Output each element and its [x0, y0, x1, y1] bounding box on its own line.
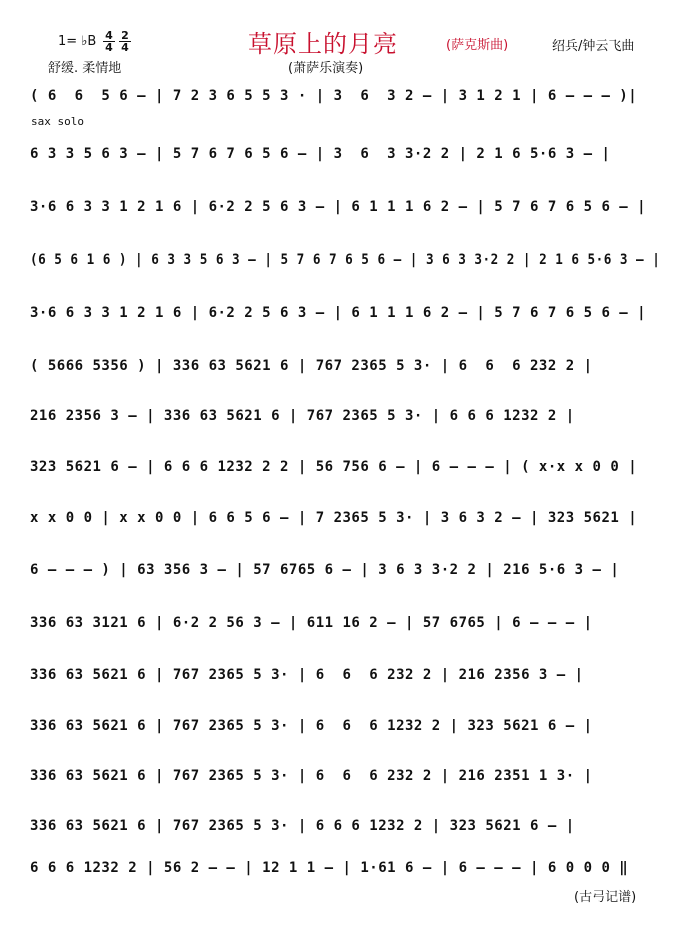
staff-notes: x x 0 0 | x x 0 0 | 6 6 5 6 – | 7 2365 5 3· | 3 6 3 2 – | 323 5621 | [30, 510, 638, 526]
staff-line [30, 88, 660, 108]
staff-line [30, 252, 660, 272]
staff-notes: 336 63 5621 6 | 767 2365 5 3· | 6 6 6 1232 2 | 323 5621 6 – | [30, 718, 593, 734]
staff-line [30, 459, 660, 479]
staff-line [30, 358, 660, 378]
staff-notes: 336 63 5621 6 | 767 2365 5 3· | 6 6 6 232 2 | 216 2351 1 3· | [30, 768, 593, 784]
instrument-label: sax solo [31, 115, 84, 128]
staff-line [30, 408, 660, 428]
staff-notes: 323 5621 6 – | 6 6 6 1232 2 2 | 56 756 6 – | 6 – – – | ( x·x x 0 0 | [30, 459, 638, 475]
staff-notes: 3·6 6 3 3 1 2 1 6 | 6·2 2 5 6 3 – | 6 1 1 1 6 2 – | 5 7 6 7 6 5 6 – | [30, 199, 647, 215]
staff-line [30, 667, 660, 687]
staff-line [30, 199, 660, 219]
time-signature [103, 30, 139, 54]
transcriber-credit: (古弓记谱) [574, 890, 637, 905]
staff-line [30, 510, 660, 530]
staff-line [30, 146, 660, 166]
staff-line [30, 818, 660, 838]
staff-notes: ( 6 6 5 6 – | 7 2 3 6 5 5 3 · | 3 6 3 2 – | 3 1 2 1 | 6 – – – )| [30, 88, 638, 104]
staff-notes: 336 63 5621 6 | 767 2365 5 3· | 6 6 6 1232 2 | 323 5621 6 – | [30, 818, 575, 834]
staff-line [30, 305, 660, 325]
staff-line [30, 562, 660, 582]
staff-line [30, 768, 660, 788]
staff-notes: 6 6 6 1232 2 | 56 2 – – | 12 1 1 – | 1·61 6 – | 6 – – – | 6 0 0 0 ‖ [30, 860, 629, 876]
staff-notes: 3·6 6 3 3 1 2 1 6 | 6·2 2 5 6 3 – | 6 1 1 1 6 2 – | 5 7 6 7 6 5 6 – | [30, 305, 647, 321]
key-signature: 1= ♭B [58, 34, 97, 49]
staff-notes: 6 – – – ) | 63 356 3 – | 57 6765 6 – | 3 6 3 3·2 2 | 216 5·6 3 – | [30, 562, 620, 578]
staff-notes: 336 63 5621 6 | 767 2365 5 3· | 6 6 6 232 2 | 216 2356 3 – | [30, 667, 584, 683]
staff-line [30, 860, 660, 880]
staff-line [30, 718, 660, 738]
meter-2-4: $\frac{2}{4}$ [119, 30, 131, 53]
title-note: (萨克斯曲) [446, 38, 509, 53]
meter-4-4: $\frac{4}{4}$ [103, 30, 115, 53]
staff-line [30, 615, 660, 635]
staff-notes: ( 5666 5356 ) | 336 63 5621 6 | 767 2365 5 3· | 6 6 6 232 2 | [30, 358, 593, 374]
staff-notes: (6 5 6 1 6 ) | 6 3 3 5 6 3 – | 5 7 6 7 6 5 6 – | 3 6 3 3·2 2 | 2 1 6 5·6 3 – | [30, 252, 661, 268]
staff-notes: 336 63 3121 6 | 6·2 2 56 3 – | 611 16 2 – | 57 6765 | 6 – – – | [30, 615, 593, 631]
staff-notes: 216 2356 3 – | 336 63 5621 6 | 767 2365 5 3· | 6 6 6 1232 2 | [30, 408, 575, 424]
song-title: 草原上的月亮 [248, 30, 398, 58]
composer: 绍兵/钟云飞曲 [552, 39, 635, 54]
staff-notes: 6 3 3 5 6 3 – | 5 7 6 7 6 5 6 – | 3 6 3 3·2 2 | 2 1 6 5·6 3 – | [30, 146, 611, 162]
tempo-marking: 舒缓. 柔情地 [48, 61, 122, 76]
performer: (萧萨乐演奏) [288, 61, 364, 76]
